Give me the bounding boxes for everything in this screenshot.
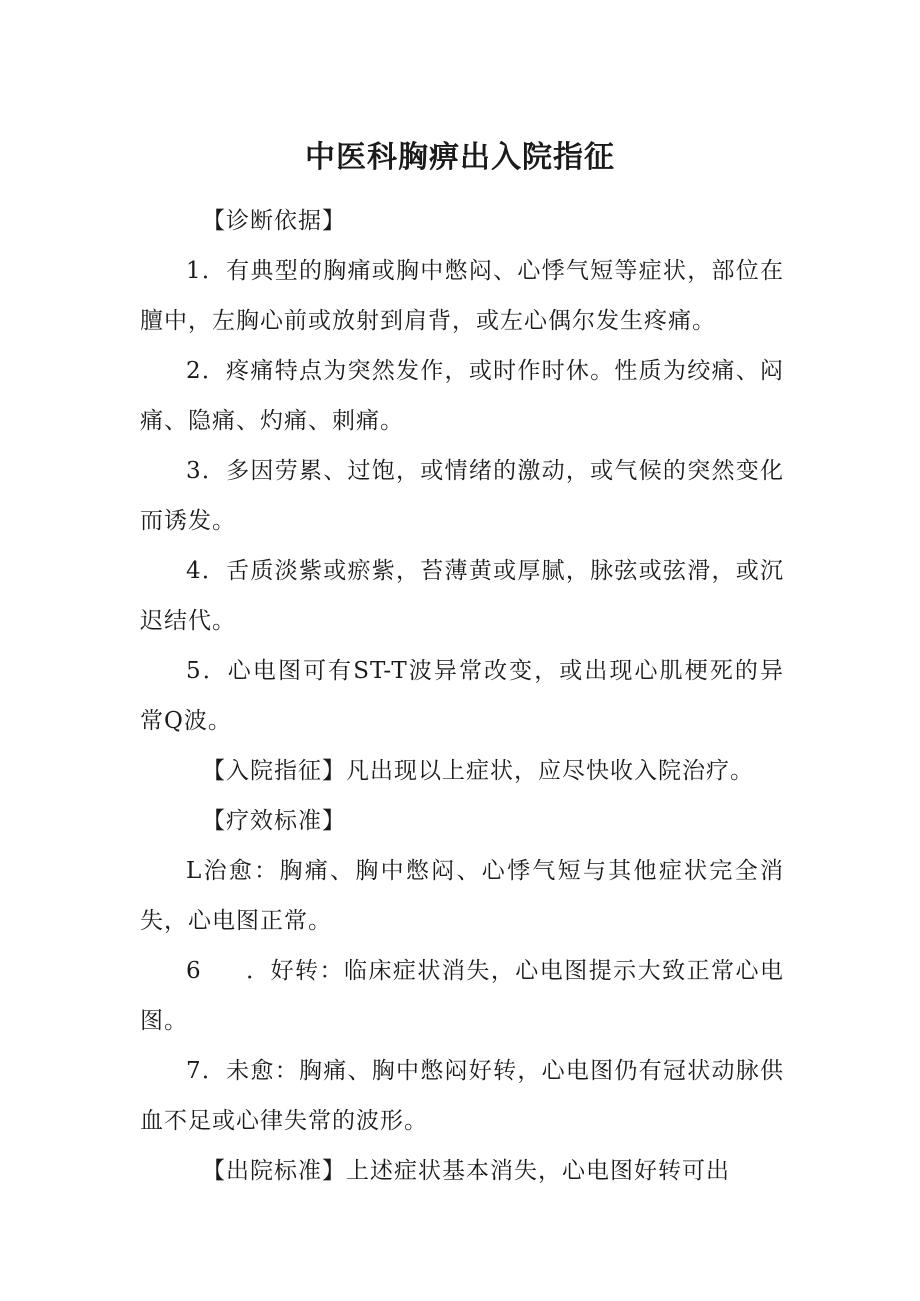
diagnosis-item-2: 2．疼痛特点为突然发作，或时作时休。性质为绞痛、闷痛、隐痛、灼痛、刺痛。 — [140, 358, 784, 434]
document-title: 中医科胸痹出入院指征 — [305, 140, 615, 175]
discharge-paragraph — [140, 1146, 784, 1196]
diagnosis-item-3: 3．多因劳累、过饱，或情绪的激动，或气候的突然变化而诱发。 — [140, 458, 784, 534]
efficacy-item-improved-number: 6 — [186, 958, 202, 984]
document-body — [140, 196, 784, 1196]
efficacy-item-improved-text: ．好转：临床症状消失，心电图提示大致正常心电图。 — [140, 958, 784, 1034]
diagnosis-item-5: 5．心电图可有ST-T波异常改变，或出现心肌梗死的异常Q波。 — [140, 658, 784, 734]
admission-paragraph — [140, 746, 784, 796]
discharge-heading: 【出院标准】 — [202, 1158, 346, 1184]
admission-heading: 【入院指征】 — [202, 758, 346, 784]
efficacy-heading: 【疗效标准】 — [202, 808, 346, 834]
discharge-text: 上述症状基本消失，心电图好转可出 — [346, 1158, 730, 1184]
diagnosis-item-4: 4．舌质淡紫或瘀紫，苔薄黄或厚腻，脉弦或弦滑，或沉迟结代。 — [140, 558, 784, 634]
efficacy-item-uncured: 7．未愈：胸痛、胸中憋闷好转，心电图仍有冠状动脉供血不足或心律失常的波形。 — [140, 1058, 784, 1134]
diagnosis-heading: 【诊断依据】 — [202, 208, 346, 234]
admission-text: 凡出现以上症状，应尽快收入院治疗。 — [346, 758, 754, 784]
efficacy-item-cured: L治愈：胸痛、胸中憋闷、心悸气短与其他症状完全消失，心电图正常。 — [140, 858, 784, 934]
efficacy-item-improved — [140, 946, 784, 1046]
diagnosis-item-1: 1．有典型的胸痛或胸中憋闷、心悸气短等症状，部位在膻中，左胸心前或放射到肩背，或左心偶尔发生疼痛。 — [140, 258, 784, 334]
